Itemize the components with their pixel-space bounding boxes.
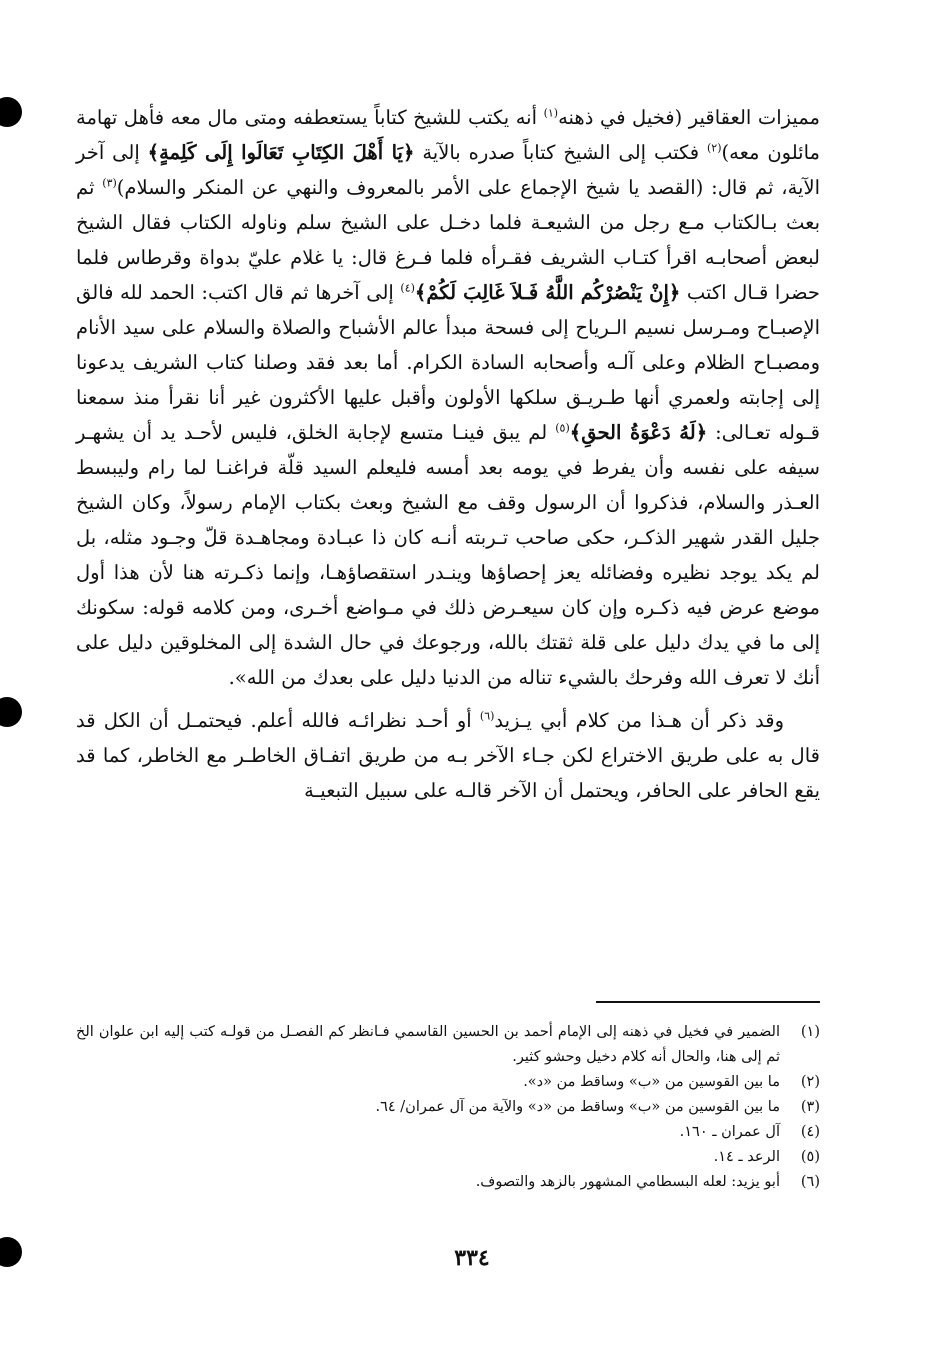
text-run: إلى آخر الآية، ثم قال: (القصد يا شيخ الإجماع على الأمر بالمعروف والنهي عن المنكر والسلام) [76,141,820,199]
footnote-text: ما بين القوسين من «ب» وساقط من «د». [523,1074,780,1090]
footnote-ref-5[interactable]: (٥) [555,421,570,435]
main-text [76,100,820,808]
footnote-text: ما بين القوسين من «ب» وساقط من «د» والآية من آل عمران/ ٦٤. [375,1099,780,1115]
footnote-item [76,1095,820,1120]
footnote-number: (٤) [800,1124,820,1140]
quran-verse-2: ﴿إِنْ يَنْصُرْكُم اللَّهُ فَـلاَ غَالِبَ لَكُمْ﴾ [414,281,681,304]
footnote-ref-2[interactable]: (٢) [707,141,722,155]
footnote-text: آل عمران ـ ١٦٠. [679,1124,780,1140]
footnote-ref-6[interactable]: (٦) [479,709,495,723]
quran-verse-1: ﴿يَا أَهْلَ الكِتَابِ تَعَالَوا إِلَى كَلِمةٍ﴾ [147,141,415,164]
text-run: ثم بعث بـالكتاب مـع رجل من الشيعـة فلما دخـل على الشيخ سلم وناوله الكتاب فقال الشيخ لبعض أصحابـه اقرأ كتـاب الشريف فقـرأه فلما فـرغ قال: يا غلام عليّ بدواة وقرطاس فلما حضرا قـال اكتب [76,176,820,304]
footnote-text: الضمير في فخيل في ذهنه إلى الإمام أحمد بن الحسين القاسمي فـانظر كم الفصـل من قولـه كتب إليه ابن علوان الخ ثم إلى هنا، والحال أنه كلام دخيل وحشو كثير. [76,1024,780,1065]
text-run: أو أحـد نظرائـه فالله أعلم. فيحتمـل أن الكل قد قال به على طريق الاختراع لكن جـاء الآخر بـه من طريق اتفـاق الخاطـر مع الخاطر، كما قد يقع الحافر على الحافر، ويحتمل أن الآخر قالـه على سبيل التبعيـة [76,709,820,802]
footnote-number: (٥) [800,1149,820,1165]
footnote-text: الرعد ـ ١٤. [713,1149,780,1165]
text-run: مميزات العقاقير (فخيل في ذهنه [558,106,820,129]
punch-hole-middle [0,697,22,727]
footnote-ref-4[interactable]: (٤) [400,281,415,295]
page-number: ٣٣٤ [454,1245,490,1271]
footnote-item [76,1120,820,1145]
footnote-ref-3[interactable]: (٣) [102,176,117,190]
footnote-item [76,1020,820,1070]
quran-verse-3: ﴿لَهُ دَعْوَةُ الحقِ﴾ [569,421,708,444]
footnote-item [76,1070,820,1095]
footnote-number: (٢) [800,1074,820,1090]
footnotes [76,1020,820,1195]
text-run: فكتب إلى الشيخ كتاباً صدره بالآية [414,141,707,164]
footnote-item [76,1170,820,1195]
footnote-item [76,1145,820,1170]
punch-hole-top [0,97,22,127]
text-run: أنه يكتب للشيخ كتاباً يستعطفه ومتى مال معه فأهل تهامة مائلون معه) [76,106,820,164]
footnote-number: (١) [800,1024,820,1040]
footnote-separator [596,1001,820,1003]
text-run: لم يبق فينـا متسع لإجابة الخلق، فليس لأحـد يد أن يشهـر سيفه على نفسه وأن يفرط في يومه بعد أمسه فليعلم السيد قلّة فراغنـا لما رام وليبسط العـذر والسلام، فذكروا أن الرسول وقف مع الشيخ وبعث بكتاب الإمام رسولاً، وكان الشيخ جليل القدر شهير الذكـر، حكى صاحب تـربته أنـه كان ذا عبـادة ومجاهـدة قلّ وجـود مثله، بل لم يكد يوجد نظيره وفضائله يعز إحصاؤها وينـدر استقصاؤهـا، وإنما ذكـرته هنا لأن هذا أول موضع عرض فيه ذكـره وإن كان سيعـرض ذلك في مـواضع أخـرى، ومن كلامه قوله: سكونك إلى ما في يدك دليل على قلة ثقتك بالله، ورجوعك في حال الشدة إلى المخلوقين دليل على أنك لا تعرف الله وفرحك بالشيء تناله من الدنيا دليل على بعدك من الله». [76,421,820,689]
footnote-text: أبو يزيد: لعله البسطامي المشهور بالزهد والتصوف. [475,1174,780,1190]
paragraph-1 [76,100,820,695]
footnote-number: (٣) [800,1099,820,1115]
text-run: إلى آخرها ثم قال اكتب: الحمد لله فالق الإصبـاح ومـرسل نسيم الـرياح إلى فسحة مبدأ عالم الأشباح والصلاة والسلام على سيد الأنام ومصبـاح الظلام وعلى آلـه وأصحابه السادة الكرام. أما بعد فقد وصلنا كتاب الشريف يدعونا إلى إجابته ولعمري أنها طـريـق سلكها الأولون وأقبل عليها الأكثرون غير أنا نقرأ منذ سمعنا قـوله تعـالى: [76,281,820,444]
footnote-ref-1[interactable]: (١) [543,106,559,120]
page-content [76,100,820,808]
footnote-number: (٦) [800,1174,820,1190]
paragraph-2 [76,703,820,808]
text-run: وقد ذكر أن هـذا من كلام أبي يـزيد [494,709,784,732]
